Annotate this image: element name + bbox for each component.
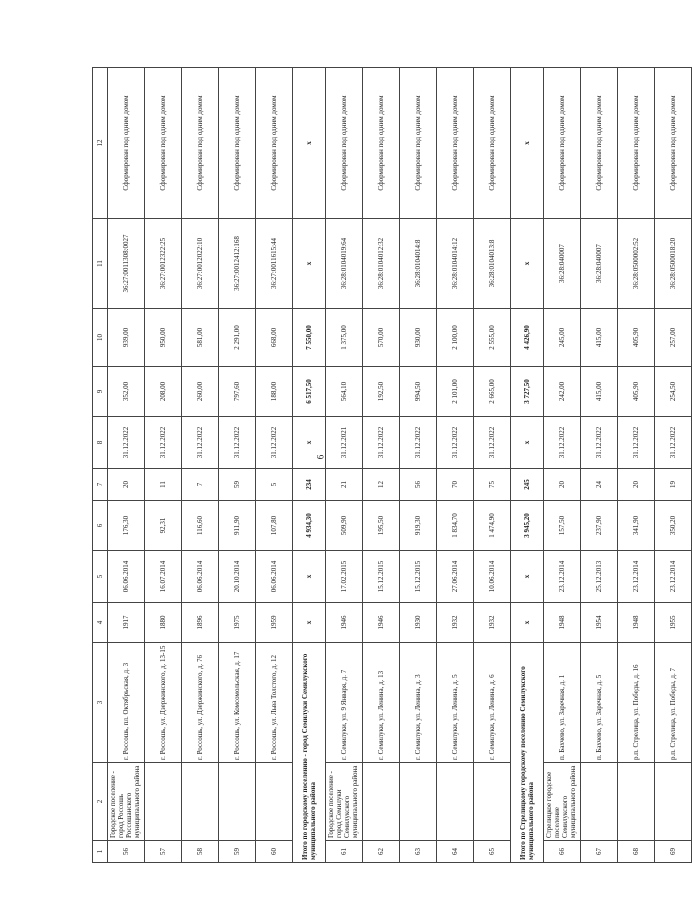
cell-note: Сформирован под одним домом xyxy=(474,68,511,219)
cell-number: 59 xyxy=(219,841,256,863)
cell-col9: 208,00 xyxy=(145,367,182,417)
cell-plan: 31.12.2022 xyxy=(363,417,400,469)
cell-date: 16.07.2014 xyxy=(145,551,182,603)
cell-settlement xyxy=(581,763,618,841)
cell-col10: 7 550,00 xyxy=(293,309,326,367)
cell-date: 06.06.2014 xyxy=(182,551,219,603)
cell-address: г. Семилуки, ул. Ленина, д. 6 xyxy=(474,643,511,763)
cell-note: Сформирован под одним домом xyxy=(437,68,474,219)
cell-col10: 257,00 xyxy=(655,309,692,367)
table-body xyxy=(108,68,692,863)
cell-plan: 31.12.2022 xyxy=(400,417,437,469)
cell-area: 3 945,20 xyxy=(511,501,544,551)
cell-col10: 2 100,00 xyxy=(437,309,474,367)
cell-settlement: Городское поселение - город Россошь Россошанского муниципального района xyxy=(108,763,145,841)
cell-col10: 4 426,90 xyxy=(511,309,544,367)
cell-note: х xyxy=(293,68,326,219)
table-row xyxy=(400,68,437,863)
cell-note: х xyxy=(511,68,544,219)
cell-plan: 31.12.2022 xyxy=(219,417,256,469)
cell-address: г. Россошь, ул. Льва Толстого, д. 12 xyxy=(256,643,293,763)
cell-date: 20.10.2014 xyxy=(219,551,256,603)
cell-address: г. Россошь, пл. Октябрьская, д. 3 xyxy=(108,643,145,763)
cell-col9: 192,50 xyxy=(363,367,400,417)
cell-col10: 668,00 xyxy=(256,309,293,367)
column-header: 7 xyxy=(93,469,108,501)
cell-col10: 245,00 xyxy=(544,309,581,367)
cell-people: 59 xyxy=(219,469,256,501)
cell-year: 1896 xyxy=(182,603,219,643)
table-row xyxy=(474,68,511,863)
cell-area: 107,80 xyxy=(256,501,293,551)
cell-col9: 797,60 xyxy=(219,367,256,417)
cell-number: 61 xyxy=(326,841,363,863)
cell-note: Сформирован под одним домом xyxy=(581,68,618,219)
cell-number: 63 xyxy=(400,841,437,863)
cell-col9: 564,10 xyxy=(326,367,363,417)
cell-cadastral: 36:28:0104014:8 xyxy=(400,219,437,309)
cell-year: 1954 xyxy=(581,603,618,643)
cell-year: 1955 xyxy=(655,603,692,643)
cell-number: 64 xyxy=(437,841,474,863)
cell-col10: 930,00 xyxy=(400,309,437,367)
cell-col10: 2 555,00 xyxy=(474,309,511,367)
column-header: 10 xyxy=(93,309,108,367)
cell-people: 56 xyxy=(400,469,437,501)
cell-date: 23.12.2014 xyxy=(544,551,581,603)
cell-settlement xyxy=(618,763,655,841)
cell-note: Сформирован под одним домом xyxy=(219,68,256,219)
cell-people: 24 xyxy=(581,469,618,501)
column-header: 6 xyxy=(93,501,108,551)
cell-year: 1946 xyxy=(363,603,400,643)
cell-cadastral: х xyxy=(511,219,544,309)
rotated-table-container xyxy=(92,68,677,863)
cell-people: 20 xyxy=(544,469,581,501)
cell-note: Сформирован под одним домом xyxy=(182,68,219,219)
cell-number: 62 xyxy=(363,841,400,863)
table-row xyxy=(363,68,400,863)
cell-note: Сформирован под одним домом xyxy=(544,68,581,219)
cell-number: 67 xyxy=(581,841,618,863)
table-row xyxy=(182,68,219,863)
cell-col10: 570,00 xyxy=(363,309,400,367)
cell-cadastral: 36:28:040007 xyxy=(544,219,581,309)
cell-number: 68 xyxy=(618,841,655,863)
cell-col10: 939,00 xyxy=(108,309,145,367)
column-header: 1 xyxy=(93,841,108,863)
cell-year: 1932 xyxy=(474,603,511,643)
cell-note: Сформирован под одним домом xyxy=(363,68,400,219)
cell-number: 57 xyxy=(145,841,182,863)
cell-cadastral: 36:27:0012022:10 xyxy=(182,219,219,309)
cell-cadastral: 36:27:0012412:168 xyxy=(219,219,256,309)
cell-col9: 242,00 xyxy=(544,367,581,417)
page-number: 6 xyxy=(315,454,326,460)
cell-area: 92,31 xyxy=(145,501,182,551)
cell-year: 1930 xyxy=(400,603,437,643)
cell-col9: 260,00 xyxy=(182,367,219,417)
cell-year: 1948 xyxy=(544,603,581,643)
cell-area: 341,90 xyxy=(618,501,655,551)
cell-address: г. Россошь, ул. Комсомольская, д. 17 xyxy=(219,643,256,763)
cell-col9: 2 101,00 xyxy=(437,367,474,417)
cell-note: Сформирован под одним домом xyxy=(326,68,363,219)
cell-year: 1975 xyxy=(219,603,256,643)
header-row xyxy=(93,68,108,863)
cell-col9: 994,50 xyxy=(400,367,437,417)
cell-number: 65 xyxy=(474,841,511,863)
table-row xyxy=(618,68,655,863)
table-row xyxy=(544,68,581,863)
cell-date: 17.02.2015 xyxy=(326,551,363,603)
cell-year: 1880 xyxy=(145,603,182,643)
table-row xyxy=(256,68,293,863)
cell-address: р.п. Стрелица, ул. Победы, д. 7 xyxy=(655,643,692,763)
cell-address: г. Россошь, ул. Дзержинского, д. 13-15 xyxy=(145,643,182,763)
cell-address: п. Бахчево, ул. Заречная, д. 5 xyxy=(581,643,618,763)
cell-plan: 31.12.2022 xyxy=(655,417,692,469)
cell-plan: х xyxy=(293,417,326,469)
cell-address: р.п. Стрелица, ул. Победы, д. 16 xyxy=(618,643,655,763)
table-row xyxy=(145,68,182,863)
cell-cadastral: 36:28:040007 xyxy=(581,219,618,309)
cell-people: 21 xyxy=(326,469,363,501)
cell-date: 23.12.2014 xyxy=(655,551,692,603)
cell-plan: 31.12.2022 xyxy=(544,417,581,469)
cell-plan: 31.12.2022 xyxy=(108,417,145,469)
cell-date: 23.12.2014 xyxy=(618,551,655,603)
column-header: 3 xyxy=(93,643,108,763)
cell-year: 1948 xyxy=(618,603,655,643)
cell-note: Сформирован под одним домом xyxy=(400,68,437,219)
table-row xyxy=(655,68,692,863)
cell-year: х xyxy=(511,603,544,643)
cell-settlement xyxy=(474,763,511,841)
cell-col9: 352,00 xyxy=(108,367,145,417)
cell-year: х xyxy=(293,603,326,643)
cell-people: 7 xyxy=(182,469,219,501)
total-label: Итого по Стрелицкому городскому поселению Семилукского муниципального района xyxy=(511,643,544,863)
cell-people: 12 xyxy=(363,469,400,501)
cell-date: х xyxy=(511,551,544,603)
cell-date: 15.12.2015 xyxy=(400,551,437,603)
table-row xyxy=(219,68,256,863)
cell-people: 19 xyxy=(655,469,692,501)
total-label: Итого по городскому поселению - город Семилуки Семилукского муниципального района xyxy=(293,643,326,863)
cell-plan: 31.12.2022 xyxy=(618,417,655,469)
cell-people: 245 xyxy=(511,469,544,501)
cell-cadastral: х xyxy=(293,219,326,309)
cell-note: Сформирован под одним домом xyxy=(655,68,692,219)
cell-number: 66 xyxy=(544,841,581,863)
cell-col9: 415,00 xyxy=(581,367,618,417)
cell-note: Сформирован под одним домом xyxy=(256,68,293,219)
column-header: 12 xyxy=(93,68,108,219)
cell-date: х xyxy=(293,551,326,603)
table-row xyxy=(437,68,474,863)
cell-settlement xyxy=(400,763,437,841)
column-header: 9 xyxy=(93,367,108,417)
cell-area: 1 834,70 xyxy=(437,501,474,551)
cell-col9: 405,90 xyxy=(618,367,655,417)
cell-year: 1959 xyxy=(256,603,293,643)
cell-date: 06.06.2014 xyxy=(108,551,145,603)
cell-area: 911,90 xyxy=(219,501,256,551)
column-header: 5 xyxy=(93,551,108,603)
cell-area: 4 934,30 xyxy=(293,501,326,551)
cell-area: 176,30 xyxy=(108,501,145,551)
cell-col9: 6 517,50 xyxy=(293,367,326,417)
cell-settlement xyxy=(145,763,182,841)
cell-people: 70 xyxy=(437,469,474,501)
cell-settlement: Стрелицкое городское поселение Семилукского муниципального района xyxy=(544,763,581,841)
cell-cadastral: 36:28:0500002:52 xyxy=(618,219,655,309)
cell-plan: 31.12.2022 xyxy=(182,417,219,469)
total-row xyxy=(511,68,544,863)
cell-people: 75 xyxy=(474,469,511,501)
cell-plan: 31.12.2021 xyxy=(326,417,363,469)
table-row xyxy=(108,68,145,863)
cell-col10: 1 375,00 xyxy=(326,309,363,367)
cell-settlement xyxy=(363,763,400,841)
cell-plan: 31.12.2022 xyxy=(437,417,474,469)
cell-cadastral: 36:28:0104012:32 xyxy=(363,219,400,309)
table-row xyxy=(581,68,618,863)
cell-address: п. Бахчево, ул. Заречная, д. 1 xyxy=(544,643,581,763)
cell-note: Сформирован под одним домом xyxy=(618,68,655,219)
housing-table xyxy=(92,67,692,863)
cell-number: 56 xyxy=(108,841,145,863)
total-row xyxy=(293,68,326,863)
cell-number: 60 xyxy=(256,841,293,863)
cell-settlement xyxy=(219,763,256,841)
cell-plan: 31.12.2022 xyxy=(581,417,618,469)
cell-date: 27.06.2014 xyxy=(437,551,474,603)
cell-year: 1932 xyxy=(437,603,474,643)
cell-area: 116,60 xyxy=(182,501,219,551)
cell-cadastral: 36:28:0104019:64 xyxy=(326,219,363,309)
cell-year: 1917 xyxy=(108,603,145,643)
cell-plan: х xyxy=(511,417,544,469)
cell-people: 20 xyxy=(108,469,145,501)
cell-cadastral: 36:28:0104014:12 xyxy=(437,219,474,309)
cell-address: г. Семилуки, ул. Ленина, д. 5 xyxy=(437,643,474,763)
cell-area: 157,50 xyxy=(544,501,581,551)
cell-address: г. Семилуки, ул. Ленина, д. 13 xyxy=(363,643,400,763)
cell-area: 195,50 xyxy=(363,501,400,551)
cell-address: г. Россошь, ул. Дзержинского, д. 76 xyxy=(182,643,219,763)
cell-date: 25.12.2013 xyxy=(581,551,618,603)
cell-note: Сформирован под одним домом xyxy=(145,68,182,219)
cell-col10: 581,00 xyxy=(182,309,219,367)
cell-people: 234 xyxy=(293,469,326,501)
cell-address: г. Семилуки, ул. 9 Января, д. 7 xyxy=(326,643,363,763)
cell-area: 237,90 xyxy=(581,501,618,551)
column-header: 8 xyxy=(93,417,108,469)
cell-date: 15.12.2015 xyxy=(363,551,400,603)
cell-settlement xyxy=(256,763,293,841)
cell-plan: 31.12.2022 xyxy=(256,417,293,469)
cell-settlement: Городское поселение - город Семилуки Семилукского муниципального района xyxy=(326,763,363,841)
cell-note: Сформирован под одним домом xyxy=(108,68,145,219)
cell-col9: 2 665,00 xyxy=(474,367,511,417)
cell-date: 10.06.2014 xyxy=(474,551,511,603)
cell-cadastral: 36:27:0011615:44 xyxy=(256,219,293,309)
cell-people: 20 xyxy=(618,469,655,501)
cell-settlement xyxy=(437,763,474,841)
cell-cadastral: 36:28:0104013:8 xyxy=(474,219,511,309)
cell-area: 350,20 xyxy=(655,501,692,551)
cell-area: 919,30 xyxy=(400,501,437,551)
cell-col9: 3 727,50 xyxy=(511,367,544,417)
cell-area: 1 474,90 xyxy=(474,501,511,551)
cell-col10: 415,00 xyxy=(581,309,618,367)
cell-year: 1946 xyxy=(326,603,363,643)
cell-plan: 31.12.2022 xyxy=(474,417,511,469)
cell-area: 509,90 xyxy=(326,501,363,551)
cell-date: 06.06.2014 xyxy=(256,551,293,603)
cell-cadastral: 36:28:0500018:20 xyxy=(655,219,692,309)
cell-col9: 254,50 xyxy=(655,367,692,417)
table-row xyxy=(326,68,363,863)
cell-number: 69 xyxy=(655,841,692,863)
cell-settlement xyxy=(655,763,692,841)
cell-col10: 405,90 xyxy=(618,309,655,367)
cell-col9: 188,00 xyxy=(256,367,293,417)
cell-people: 5 xyxy=(256,469,293,501)
cell-number: 58 xyxy=(182,841,219,863)
cell-settlement xyxy=(182,763,219,841)
cell-address: г. Семилуки, ул. Ленина, д. 3 xyxy=(400,643,437,763)
cell-col10: 950,00 xyxy=(145,309,182,367)
cell-col10: 2 291,00 xyxy=(219,309,256,367)
column-header: 11 xyxy=(93,219,108,309)
cell-plan: 31.12.2022 xyxy=(145,417,182,469)
column-header: 4 xyxy=(93,603,108,643)
cell-people: 11 xyxy=(145,469,182,501)
cell-cadastral: 36:27:0011308:0027 xyxy=(108,219,145,309)
cell-cadastral: 36:27:0012322:25 xyxy=(145,219,182,309)
column-header: 2 xyxy=(93,763,108,841)
